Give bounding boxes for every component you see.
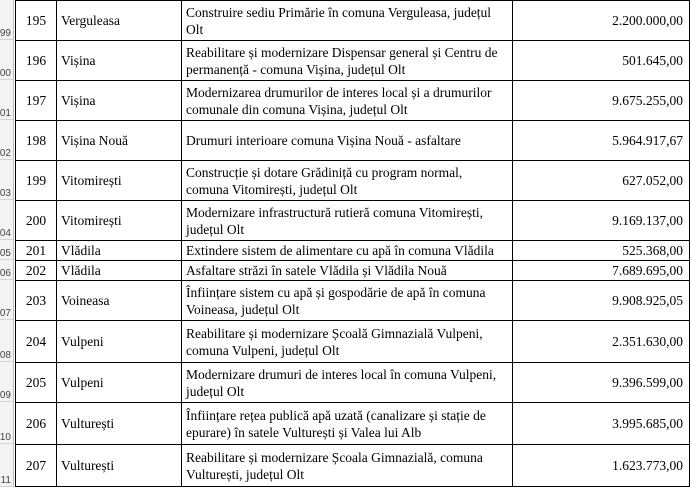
cell-nr[interactable]: 207: [16, 445, 57, 487]
row-header[interactable]: 10: [0, 402, 14, 444]
row-header[interactable]: 03: [0, 160, 14, 200]
cell-nr[interactable]: 195: [16, 1, 57, 41]
cell-localitate[interactable]: Vișina Nouă: [57, 121, 182, 161]
cell-obiectiv[interactable]: Drumuri interioare comuna Vișina Nouă - asfaltare: [182, 121, 513, 161]
cell-obiectiv[interactable]: Construcție și dotare Grădiniță cu program normal, comuna Vitomirești, județul Olt: [182, 161, 513, 201]
cell-nr[interactable]: 202: [16, 261, 57, 281]
cell-valoare[interactable]: 3.995.685,00: [513, 403, 690, 445]
cell-localitate[interactable]: Vulturești: [57, 445, 182, 487]
cell-localitate[interactable]: Vișina: [57, 81, 182, 121]
cell-valoare[interactable]: 501.645,00: [513, 41, 690, 81]
cell-nr[interactable]: 196: [16, 41, 57, 81]
row-header[interactable]: 99: [0, 0, 14, 40]
cell-valoare[interactable]: 1.623.773,00: [513, 445, 690, 487]
table-row: [16, 445, 690, 487]
cell-localitate[interactable]: Voineasa: [57, 281, 182, 321]
cell-obiectiv[interactable]: Reabilitare și modernizare Școală Gimnazială Vulpeni, comuna Vulpeni, județul Olt: [182, 321, 513, 363]
table-row: [16, 241, 690, 261]
cell-obiectiv[interactable]: Înființare rețea publică apă uzată (canalizare și stație de epurare) în satele Vulturești și Valea lui Alb: [182, 403, 513, 445]
table-row: [16, 41, 690, 81]
row-header[interactable]: 08: [0, 320, 14, 362]
table-row: [16, 121, 690, 161]
cell-valoare[interactable]: 2.200.000,00: [513, 1, 690, 41]
cell-obiectiv[interactable]: Asfaltare străzi în satele Vlădila și Vlădila Nouă: [182, 261, 513, 281]
cell-localitate[interactable]: Vitomirești: [57, 161, 182, 201]
cell-nr[interactable]: 200: [16, 201, 57, 241]
cell-nr[interactable]: 197: [16, 81, 57, 121]
row-header[interactable]: 06: [0, 260, 14, 280]
cell-obiectiv[interactable]: Construire sediu Primărie în comuna Verguleasa, județul Olt: [182, 1, 513, 41]
row-header[interactable]: 11: [0, 444, 14, 487]
row-header[interactable]: 01: [0, 80, 14, 120]
table-row: [16, 81, 690, 121]
cell-valoare[interactable]: 627.052,00: [513, 161, 690, 201]
cell-obiectiv[interactable]: Reabilitare și modernizare Dispensar general și Centru de permanență - comuna Vișina, județul Olt: [182, 41, 513, 81]
investment-table: [15, 0, 690, 487]
cell-nr[interactable]: 198: [16, 121, 57, 161]
cell-valoare[interactable]: 525.368,00: [513, 241, 690, 261]
cell-localitate[interactable]: Vitomirești: [57, 201, 182, 241]
cell-obiectiv[interactable]: Reabilitare și modernizare Școala Gimnazială, comuna Vulturești, județul Olt: [182, 445, 513, 487]
table-row: [16, 161, 690, 201]
cell-valoare[interactable]: 2.351.630,00: [513, 321, 690, 363]
cell-obiectiv[interactable]: Modernizarea drumurilor de interes local și a drumurilor comunale din comuna Vișina, județul Olt: [182, 81, 513, 121]
cell-nr[interactable]: 204: [16, 321, 57, 363]
cell-valoare[interactable]: 9.908.925,05: [513, 281, 690, 321]
cell-nr[interactable]: 203: [16, 281, 57, 321]
cell-localitate[interactable]: Vulturești: [57, 403, 182, 445]
row-header[interactable]: 07: [0, 280, 14, 320]
cell-valoare[interactable]: 9.396.599,00: [513, 363, 690, 403]
cell-localitate[interactable]: Vișina: [57, 41, 182, 81]
cell-obiectiv[interactable]: Înființare sistem cu apă și gospodărie de apă în comuna Voineasa, județul Olt: [182, 281, 513, 321]
table-row: [16, 363, 690, 403]
cell-valoare[interactable]: 5.964.917,67: [513, 121, 690, 161]
table-row: [16, 403, 690, 445]
cell-nr[interactable]: 201: [16, 241, 57, 261]
table-row: [16, 1, 690, 41]
table-row: [16, 261, 690, 281]
row-header[interactable]: 02: [0, 120, 14, 160]
table-row: [16, 201, 690, 241]
cell-localitate[interactable]: Verguleasa: [57, 1, 182, 41]
cell-localitate[interactable]: Vlădila: [57, 241, 182, 261]
row-header[interactable]: 05: [0, 240, 14, 260]
cell-nr[interactable]: 206: [16, 403, 57, 445]
cell-nr[interactable]: 205: [16, 363, 57, 403]
cell-valoare[interactable]: 9.169.137,00: [513, 201, 690, 241]
cell-obiectiv[interactable]: Extindere sistem de alimentare cu apă în comuna Vlădila: [182, 241, 513, 261]
row-header[interactable]: 00: [0, 40, 14, 80]
cell-valoare[interactable]: 9.675.255,00: [513, 81, 690, 121]
row-header[interactable]: 09: [0, 362, 14, 402]
cell-localitate[interactable]: Vulpeni: [57, 363, 182, 403]
row-header[interactable]: 04: [0, 200, 14, 240]
cell-localitate[interactable]: Vulpeni: [57, 321, 182, 363]
cell-localitate[interactable]: Vlădila: [57, 261, 182, 281]
cell-obiectiv[interactable]: Modernizare drumuri de interes local în comuna Vulpeni, județul Olt: [182, 363, 513, 403]
cell-valoare[interactable]: 7.689.695,00: [513, 261, 690, 281]
cell-obiectiv[interactable]: Modernizare infrastructură rutieră comuna Vitomirești, județul Olt: [182, 201, 513, 241]
table-row: [16, 321, 690, 363]
cell-nr[interactable]: 199: [16, 161, 57, 201]
table-row: [16, 281, 690, 321]
